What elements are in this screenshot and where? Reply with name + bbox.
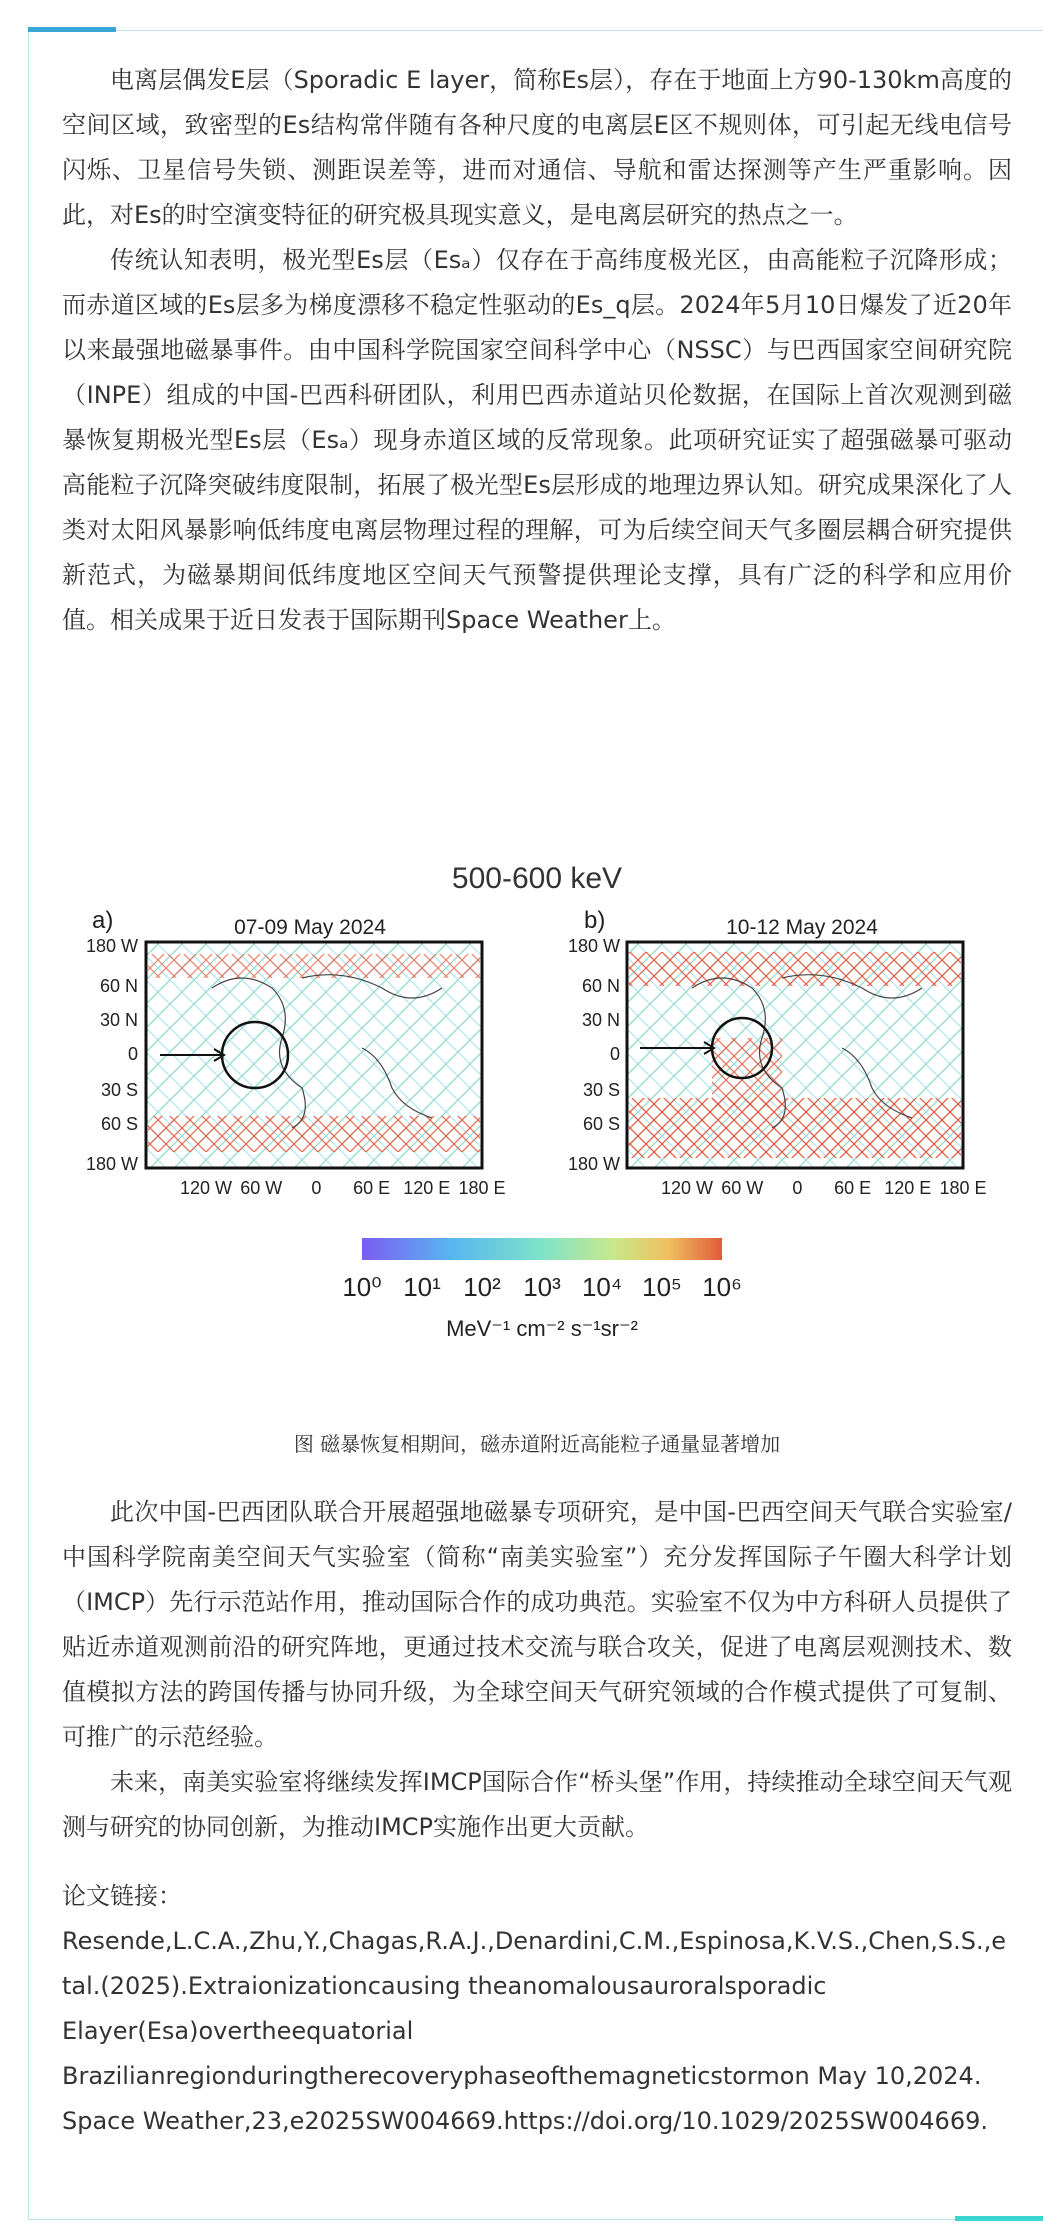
x-tick-label: 180 E xyxy=(458,1178,506,1198)
colorbar-unit: MeV⁻¹ cm⁻² s⁻¹sr⁻² xyxy=(446,1316,638,1341)
reference-line[interactable]: Resende,L.C.A.,Zhu,Y.,Chagas,R.A.J.,Denardini,C.M.,Espinosa,K.V.S.,Chen,S.S.,etal.(2025).Extraionizationcausing theanomalousauroralsporadic xyxy=(62,1927,1007,2000)
y-tick-label: 0 xyxy=(609,1044,620,1064)
reference-line[interactable]: Space Weather,23,e2025SW004669.https://doi.org/10.1029/2025SW004669. xyxy=(62,2107,988,2135)
panel-a-y-ticks xyxy=(86,936,138,1174)
colorbar-tick-label: 10¹ xyxy=(403,1272,441,1302)
bottom-accent-bar xyxy=(955,2216,1043,2221)
y-tick-label: 180 W xyxy=(85,1154,138,1174)
paragraph-research-finding: 传统认知表明，极光型Es层（Esₐ）仅存在于高纬度极光区，由高能粒子沉降形成；而赤道区域的Es层多为梯度漂移不稳定性驱动的Es_q层。2024年5月10日爆发了近20年以来最强地磁暴事件。由中国科学院国家空间科学中心（NSSC）与巴西国家空间研究院（INPE）组成的中国-巴西科研团队，利用巴西赤道站贝伦数据，在国际上首次观测到磁暴恢复期极光型Es层（Esₐ）现身赤道区域的反常现象。此项研究证实了超强磁暴可驱动高能粒子沉降突破纬度限制，拓展了极光型Es层形成的地理边界认知。研究成果深化了人类对太阳风暴影响低纬度电离层物理过程的理解，可为后续空间天气多圈层耦合研究提供新范式，为磁暴期间低纬度地区空间天气预警提供理论支撑，具有广泛的科学和应用价值。相关成果于近日发表于国际期刊Space Weather上。 xyxy=(62,246,1012,634)
x-tick-label: 120 E xyxy=(884,1178,932,1198)
references-label: 论文链接： xyxy=(62,1882,182,1910)
paragraph-cooperation: 此次中国-巴西团队联合开展超强地磁暴专项研究，是中国-巴西空间天气联合实验室/中国科学院南美空间天气实验室（简称“南美实验室”）充分发挥国际子午圈大科学计划（IMCP）先行示范站作用，推动国际合作的成功典范。实验室不仅为中方科研人员提供了贴近赤道观测前沿的研究阵地，更通过技术交流与联合攻关，促进了电离层观测技术、数值模拟方法的跨国传播与协同升级，为全球空间天气研究领域的合作模式提供了可复制、可推广的示范经验。 xyxy=(62,1498,1012,1751)
top-accent-bar xyxy=(28,27,116,32)
panel-b-north-flux-band xyxy=(629,952,961,986)
paragraph-es-intro: 电离层偶发E层（Sporadic E layer，简称Es层），存在于地面上方90-130km高度的空间区域，致密型的Es结构常伴随有各种尺度的电离层E区不规则体，可引起无线电信号闪烁、卫星信号失锁、测距误差等，进而对通信、导航和雷达探测等产生严重影响。因此，对Es的时空演变特征的研究极具现实意义，是电离层研究的热点之一。 xyxy=(62,66,1012,229)
y-tick-label: 60 N xyxy=(99,976,138,996)
figure-particle-flux xyxy=(62,848,1012,1448)
y-tick-label: 30 N xyxy=(581,1010,620,1030)
colorbar-tick-label: 10⁶ xyxy=(702,1272,742,1302)
colorbar xyxy=(362,1238,722,1260)
colorbar-tick-label: 10⁰ xyxy=(342,1272,382,1302)
y-tick-label: 60 S xyxy=(582,1114,620,1134)
y-tick-label: 0 xyxy=(127,1044,138,1064)
y-tick-label: 60 N xyxy=(581,976,620,996)
colorbar-tick-label: 10⁴ xyxy=(581,1272,623,1302)
colorbar-tick-label: 10² xyxy=(463,1272,501,1302)
y-tick-label: 30 S xyxy=(582,1080,620,1100)
figure-svg xyxy=(62,848,1012,1408)
x-tick-label: 60 W xyxy=(721,1178,764,1198)
x-tick-label: 120 W xyxy=(179,1178,233,1198)
paragraph-future: 未来，南美实验室将继续发挥IMCP国际合作“桥头堡”作用，持续推动全球空间天气观测与研究的协同创新，为推动IMCP实施作出更大贡献。 xyxy=(62,1768,1012,1841)
y-tick-label: 30 S xyxy=(100,1080,138,1100)
x-tick-label: 180 E xyxy=(939,1178,987,1198)
article-content xyxy=(62,58,1012,2135)
figure-title: 500-600 keV xyxy=(451,862,623,895)
colorbar-ticks xyxy=(342,1272,741,1302)
y-tick-label: 30 N xyxy=(99,1010,138,1030)
article-content-continued xyxy=(62,1490,1012,1850)
panel-a-south-flux-band xyxy=(148,1116,480,1152)
panel-b-date: 10-12 May 2024 xyxy=(726,916,878,939)
y-tick-label: 180 W xyxy=(567,936,620,956)
x-tick-label: 0 xyxy=(311,1178,322,1198)
panel-a-date: 07-09 May 2024 xyxy=(234,916,386,939)
x-tick-label: 60 W xyxy=(240,1178,283,1198)
references xyxy=(62,1874,1012,2144)
x-tick-label: 60 E xyxy=(353,1178,391,1198)
figure-caption: 图 磁暴恢复相期间，磁赤道附近高能粒子通量显著增加 xyxy=(293,1432,781,1456)
panel-b-label: b) xyxy=(584,907,606,934)
panel-b-x-ticks xyxy=(661,1178,987,1198)
reference-line[interactable]: Elayer(Esa)overtheequatorial xyxy=(62,2017,414,2045)
x-tick-label: 120 W xyxy=(660,1178,714,1198)
y-tick-label: 180 W xyxy=(567,1154,620,1174)
panel-a-x-ticks xyxy=(180,1178,506,1198)
x-tick-label: 120 E xyxy=(403,1178,451,1198)
reference-line[interactable]: Brazilianregionduringtherecoveryphaseofthemagneticstormon May 10,2024. xyxy=(62,2062,982,2090)
panel-a xyxy=(92,907,482,1168)
y-tick-label: 60 S xyxy=(100,1114,138,1134)
colorbar-tick-label: 10⁵ xyxy=(642,1272,682,1302)
panel-a-north-flux-band xyxy=(148,954,480,978)
x-tick-label: 0 xyxy=(792,1178,803,1198)
y-tick-label: 180 W xyxy=(85,936,138,956)
panel-a-label: a) xyxy=(92,907,114,934)
x-tick-label: 60 E xyxy=(834,1178,872,1198)
colorbar-tick-label: 10³ xyxy=(523,1272,561,1302)
panel-b-y-ticks xyxy=(568,936,620,1174)
panel-b-south-flux-band xyxy=(629,1098,961,1158)
